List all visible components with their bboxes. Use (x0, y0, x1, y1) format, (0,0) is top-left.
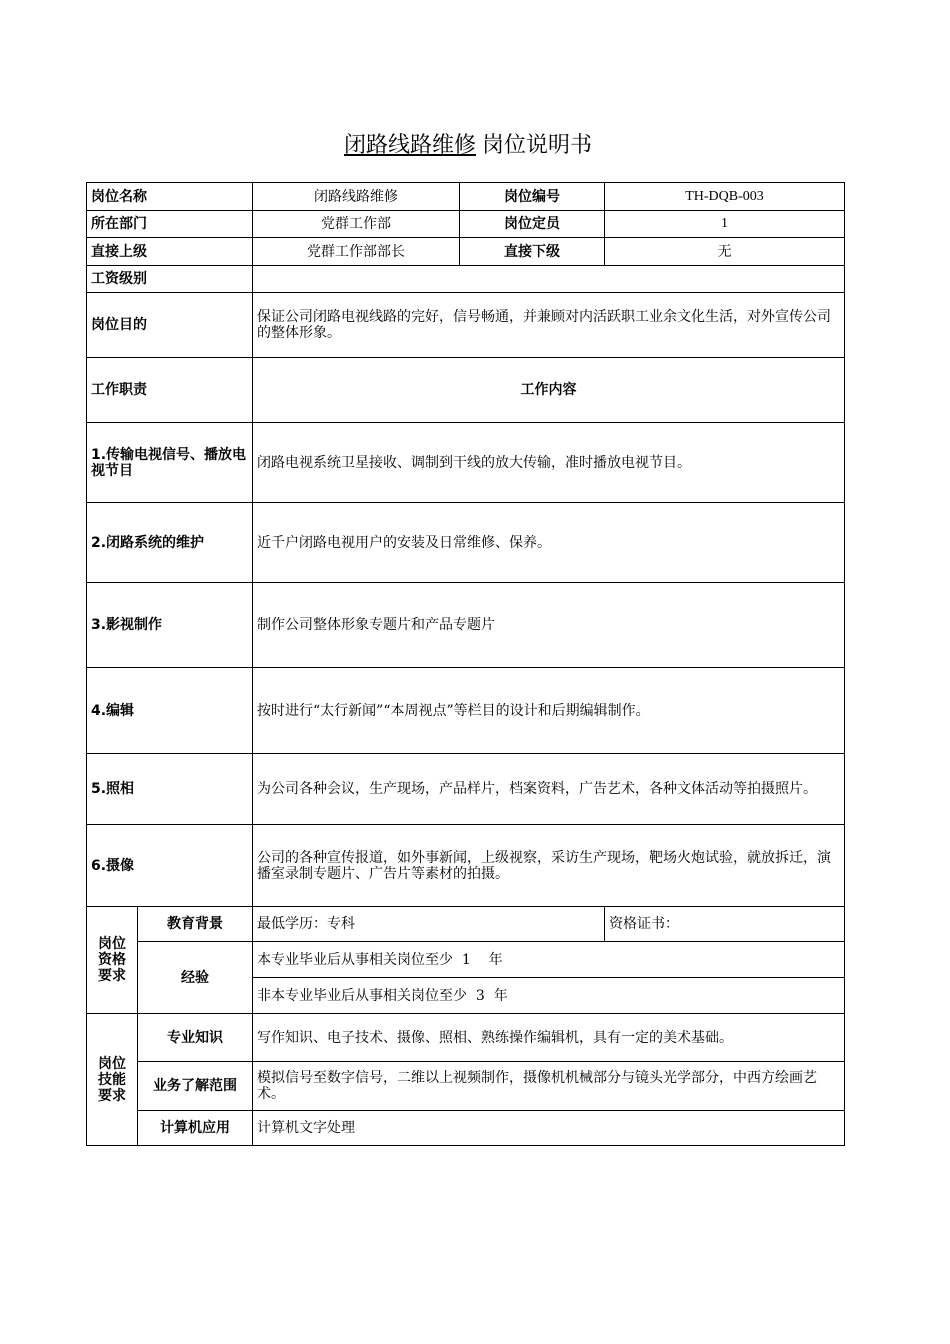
duty-title: 4.编辑 (87, 668, 253, 754)
dept-value: 党群工作部 (253, 211, 460, 238)
duty-title: 1.传输电视信号、播放电视节目 (87, 423, 253, 503)
duty-title: 6.摄像 (87, 825, 253, 907)
education-value: 最低学历：专科 (253, 907, 605, 942)
business-value: 模拟信号至数字信号，二维以上视频制作，摄像机机械部分与镜头光学部分，中西方绘画艺术。 (253, 1062, 845, 1111)
salary-value (253, 266, 845, 293)
purpose-text: 保证公司闭路电视线路的完好，信号畅通，并兼顾对内活跃职工业余文化生活，对外宣传公司的整体形象。 (253, 293, 845, 358)
purpose-label: 岗位目的 (87, 293, 253, 358)
job-code-label: 岗位编号 (460, 183, 605, 211)
computer-label: 计算机应用 (138, 1111, 253, 1146)
subordinate-value: 无 (605, 238, 845, 266)
duty-content: 制作公司整体形象专题片和产品专题片 (253, 583, 845, 668)
experience-value-2: 非本专业毕业后从事相关岗位至少 3 年 (253, 978, 845, 1014)
job-description-table (86, 182, 845, 1146)
headcount-label: 岗位定员 (460, 211, 605, 238)
duties-header-left: 工作职责 (87, 358, 253, 423)
duty-content: 按时进行“太行新闻”“本周视点”等栏目的设计和后期编辑制作。 (253, 668, 845, 754)
headcount-value: 1 (605, 211, 845, 238)
duty-content: 近千户闭路电视用户的安装及日常维修、保养。 (253, 503, 845, 583)
duty-content: 公司的各种宣传报道，如外事新闻，上级视察，采访生产现场，靶场火炮试验，就放拆迁，演播室录制专题片、广告片等素材的拍摄。 (253, 825, 845, 907)
skills-group-label: 岗位 技能 要求 (87, 1014, 138, 1146)
experience-label: 经验 (138, 942, 253, 1014)
duty-content: 闭路电视系统卫星接收、调制到干线的放大传输，准时播放电视节目。 (253, 423, 845, 503)
business-label: 业务了解范围 (138, 1062, 253, 1111)
salary-label: 工资级别 (87, 266, 253, 293)
superior-label: 直接上级 (87, 238, 253, 266)
job-name-value: 闭路线路维修 (253, 183, 460, 211)
knowledge-label: 专业知识 (138, 1014, 253, 1062)
dept-label: 所在部门 (87, 211, 253, 238)
superior-value: 党群工作部部长 (253, 238, 460, 266)
title-job-name: 闭路线路维修 (343, 133, 476, 158)
job-name-label: 岗位名称 (87, 183, 253, 211)
title-suffix: 岗位说明书 (482, 133, 593, 158)
experience-value-1: 本专业毕业后从事相关岗位至少 1 年 (253, 942, 845, 978)
duty-title: 3.影视制作 (87, 583, 253, 668)
knowledge-value: 写作知识、电子技术、摄像、照相、熟练操作编辑机，具有一定的美术基础。 (253, 1014, 845, 1062)
subordinate-label: 直接下级 (460, 238, 605, 266)
job-code-value: TH-DQB-003 (605, 183, 845, 211)
duty-title: 2.闭路系统的维护 (87, 503, 253, 583)
page-title (0, 128, 930, 159)
computer-value: 计算机文字处理 (253, 1111, 845, 1146)
certificate-value: 资格证书： (605, 907, 845, 942)
duties-header-right: 工作内容 (253, 358, 845, 423)
education-label: 教育背景 (138, 907, 253, 942)
qualification-group-label: 岗位 资格 要求 (87, 907, 138, 1014)
duty-title: 5.照相 (87, 754, 253, 825)
duty-content: 为公司各种会议，生产现场，产品样片，档案资料，广告艺术，各种文体活动等拍摄照片。 (253, 754, 845, 825)
